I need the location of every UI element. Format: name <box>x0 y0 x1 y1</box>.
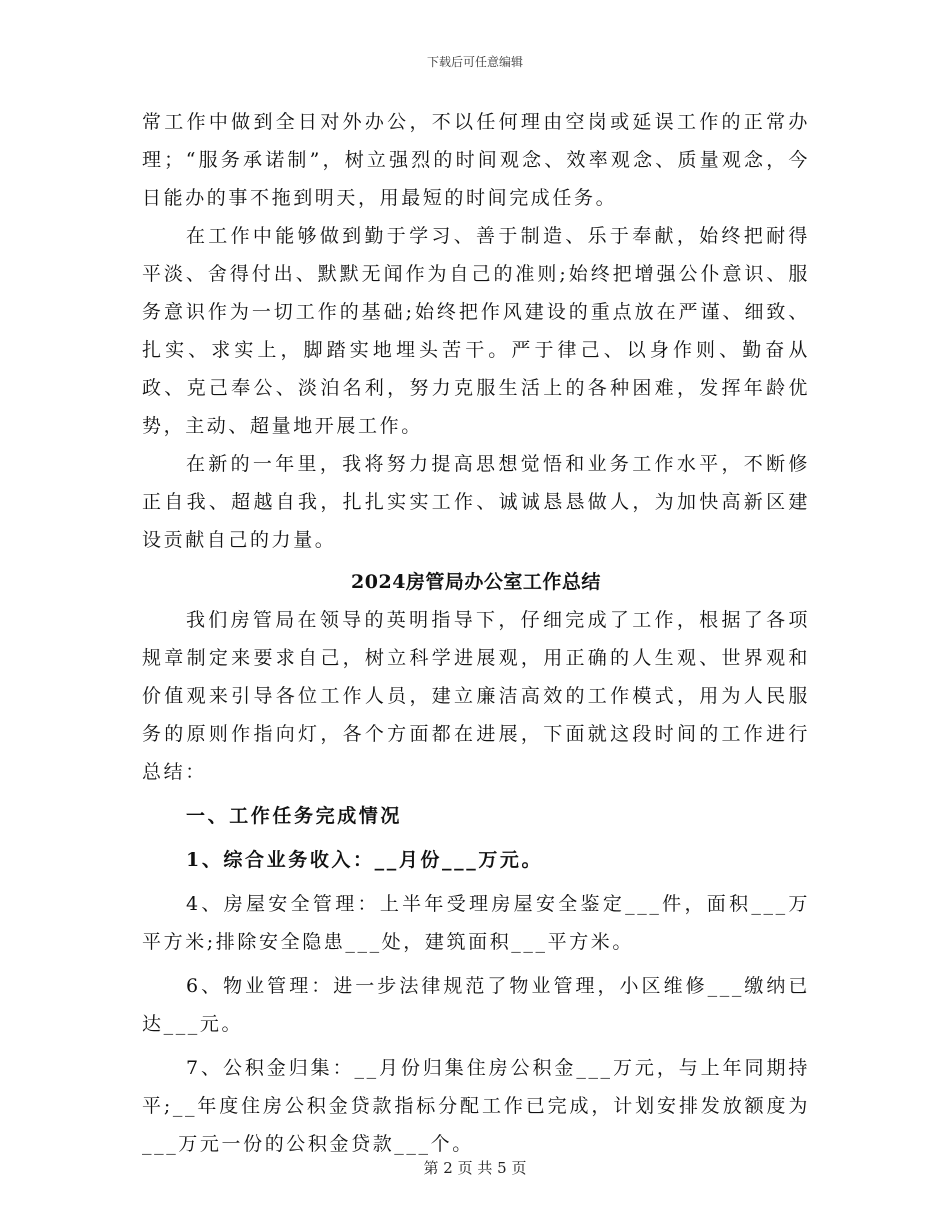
document-body <box>142 103 810 1163</box>
list-item-housing-safety: 4、房屋安全管理：上半年受理房屋安全鉴定___件，面积___万平方米;排除安全隐患___处，建筑面积___平方米。 <box>142 893 810 953</box>
list-item-property-management: 6、物业管理：进一步法律规范了物业管理，小区维修___缴纳已达___元。 <box>142 975 810 1035</box>
list-item-housing-fund: 7、公积金归集：__月份归集住房公积金___万元，与上年同期持平;__年度住房公积金贷款指标分配工作已完成，计划安排发放额度为___万元一份的公积金贷款___个。 <box>142 1057 810 1155</box>
paragraph-intro: 我们房管局在领导的英明指导下，仔细完成了工作，根据了各项规章制定来要求自己，树立科学进展观，用正确的人生观、世界观和价值观来引导各位工作人员，建立廉洁高效的工作模式，用为人民服务的原则作指向灯，各个方面都在进展，下面就这段时间的工作进行总结： <box>142 609 810 783</box>
paragraph-new-year: 在新的一年里，我将努力提高思想觉悟和业务工作水平，不断修正自我、超越自我，扎扎实实工作、诚诚恳恳做人，为加快高新区建设贡献自己的力量。 <box>142 453 810 551</box>
page-header-note: 下载后可任意编辑 <box>426 55 523 69</box>
paragraph-work-attitude: 在工作中能够做到勤于学习、善于制造、乐于奉献，始终把耐得平淡、舍得付出、默默无闻作为自己的准则;始终把增强公仆意识、服务意识作为一切工作的基础;始终把作风建设的重点放在严谨、细致、扎实、求实上，脚踏实地埋头苦干。严于律己、以身作则、勤奋从政、克己奉公、淡泊名利，努力克服生活上的各种困难，发挥年龄优势，主动、超量地开展工作。 <box>142 225 810 437</box>
document-title: 2024房管局办公室工作总结 <box>351 571 601 593</box>
page-footer: 第 2 页 共 5 页 <box>423 1159 527 1177</box>
paragraph-continued: 常工作中做到全日对外办公，不以任何理由空岗或延误工作的正常办理；“服务承诺制”，树立强烈的时间观念、效率观念、质量观念，今日能办的事不拖到明天，用最短的时间完成任务。 <box>142 111 810 209</box>
list-item-revenue: 1、综合业务收入：__月份___万元。 <box>186 849 544 871</box>
section-heading: 一、工作任务完成情况 <box>186 805 403 827</box>
